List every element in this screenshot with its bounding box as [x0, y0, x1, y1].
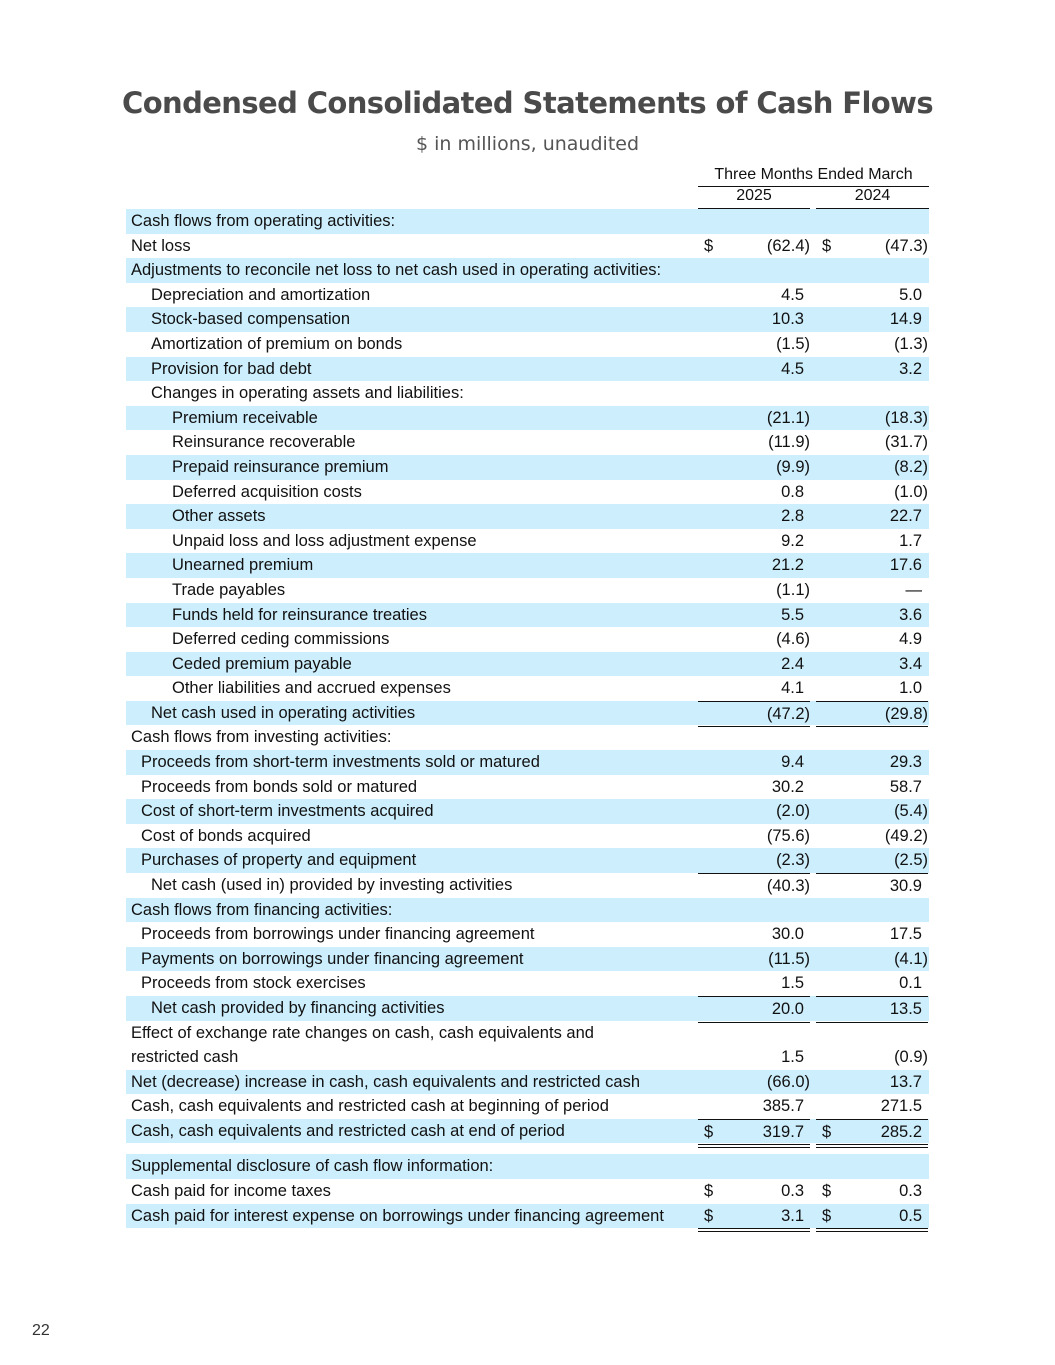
table-row — [126, 848, 929, 873]
value-2025: (9.9) — [776, 457, 810, 476]
value-2025: (2.3) — [776, 851, 810, 870]
table-row — [126, 1070, 929, 1095]
table-row — [126, 750, 929, 775]
value-2025: (11.9) — [768, 433, 810, 452]
currency-symbol: $ — [704, 1181, 714, 1200]
row-label: Proceeds from bonds sold or matured — [141, 777, 418, 796]
value-2025: 9.4 — [781, 753, 804, 772]
row-label-line-2: restricted cash — [131, 1048, 239, 1067]
subtotal-row — [126, 873, 929, 898]
table-row — [126, 553, 929, 578]
table-row — [126, 971, 929, 996]
subsection-heading — [126, 381, 929, 406]
table-row — [126, 430, 929, 455]
value-2025: (1.1) — [776, 580, 810, 599]
value-2025: (1.5) — [776, 334, 810, 353]
table-row — [126, 627, 929, 652]
value-2024: (1.0) — [894, 482, 928, 501]
value-2025: (40.3) — [766, 877, 810, 896]
row-label: Net (decrease) increase in cash, cash equivalents and restricted cash — [131, 1072, 641, 1091]
total-row — [126, 1119, 929, 1144]
value-2025: 30.0 — [771, 925, 804, 944]
value-2024: 13.5 — [889, 1000, 922, 1018]
value-2025: 1.5 — [781, 974, 804, 993]
value-2025: 20.0 — [771, 1000, 804, 1018]
value-2024: 14.9 — [889, 310, 922, 329]
subtotal-row — [126, 701, 929, 726]
table-row — [126, 1094, 929, 1119]
currency-symbol: $ — [704, 1206, 714, 1225]
value-2025: 385.7 — [762, 1097, 804, 1116]
table-row — [126, 947, 929, 972]
value-2025: 2.4 — [781, 654, 804, 673]
value-2025: (75.6) — [766, 826, 810, 845]
value-2025: 319.7 — [762, 1122, 804, 1141]
table-row — [126, 234, 929, 259]
value-2025: (21.1) — [766, 408, 810, 427]
currency-symbol: $ — [822, 236, 832, 255]
value-2024: (29.8) — [884, 704, 928, 723]
row-label: Provision for bad debt — [151, 359, 312, 378]
table-row — [126, 1021, 929, 1070]
row-label: Adjustments to reconcile net loss to net cash used in operating activities: — [131, 261, 662, 280]
row-label: Cash paid for interest expense on borrowings under financing agreement — [131, 1206, 664, 1225]
value-2024: 3.6 — [899, 605, 922, 624]
table-row — [126, 676, 929, 701]
value-2025: (62.4) — [766, 236, 810, 255]
table-row — [126, 480, 929, 505]
currency-symbol: $ — [704, 236, 714, 255]
row-label: Cash, cash equivalents and restricted cash at end of period — [131, 1121, 565, 1140]
value-2025: 4.5 — [781, 359, 804, 378]
value-2024: 17.6 — [889, 556, 922, 575]
column-header-period: Three Months Ended March — [698, 166, 929, 187]
value-2024: 3.2 — [899, 359, 922, 378]
row-label: Reinsurance recoverable — [172, 433, 356, 452]
table-row — [126, 529, 929, 554]
row-label: Proceeds from borrowings under financing agreement — [141, 925, 535, 944]
value-2025: 3.1 — [781, 1206, 804, 1225]
row-label: Other assets — [172, 507, 266, 526]
value-2024: 271.5 — [880, 1097, 922, 1116]
value-2024: 3.4 — [899, 654, 922, 673]
value-2025: 4.5 — [781, 285, 804, 304]
value-2024: 13.7 — [889, 1072, 922, 1091]
value-2024: 4.9 — [899, 630, 922, 649]
value-2024: 1.0 — [899, 679, 922, 698]
value-2024: (2.5) — [894, 851, 928, 870]
row-label: Changes in operating assets and liabilities: — [151, 384, 464, 403]
table-row — [126, 455, 929, 480]
row-label: Other liabilities and accrued expenses — [172, 679, 451, 698]
value-2025: 0.3 — [781, 1181, 804, 1200]
table-row — [126, 775, 929, 800]
value-2025: (66.0) — [766, 1072, 810, 1091]
value-2024: 285.2 — [880, 1122, 922, 1141]
row-label: Purchases of property and equipment — [141, 851, 417, 870]
row-label: Proceeds from short-term investments sold or matured — [141, 753, 540, 772]
value-2024: (31.7) — [884, 433, 928, 452]
value-2024: 22.7 — [889, 507, 922, 526]
row-label: Net cash used in operating activities — [151, 703, 416, 722]
row-label: Funds held for reinsurance treaties — [172, 605, 427, 624]
value-2024: 0.5 — [899, 1206, 922, 1225]
value-2025: 0.8 — [781, 482, 804, 501]
row-label: Cash flows from investing activities: — [131, 728, 392, 747]
row-label: Prepaid reinsurance premium — [172, 457, 389, 476]
currency-symbol: $ — [822, 1181, 832, 1200]
row-label: Depreciation and amortization — [151, 285, 371, 304]
value-2024: 29.3 — [889, 753, 922, 772]
value-2025: 21.2 — [771, 556, 804, 575]
table-row — [126, 504, 929, 529]
subtotal-row — [126, 996, 929, 1021]
table-row — [126, 1204, 929, 1229]
table-row — [126, 332, 929, 357]
row-label: Supplemental disclosure of cash flow information: — [131, 1157, 494, 1176]
value-2025: 30.2 — [771, 777, 804, 796]
section-heading — [126, 898, 929, 923]
row-label: Deferred ceding commissions — [172, 630, 390, 649]
value-2024: (0.9) — [894, 1048, 928, 1067]
page-subtitle: $ in millions, unaudited — [415, 133, 640, 155]
row-label: Cash, cash equivalents and restricted cash at beginning of period — [131, 1097, 609, 1116]
value-2024: 17.5 — [889, 925, 922, 944]
value-2024: 30.9 — [889, 877, 922, 896]
row-label: Amortization of premium on bonds — [151, 334, 403, 353]
value-2024: (4.1) — [894, 949, 928, 968]
page-title: Condensed Consolidated Statements of Cash Flows — [122, 86, 933, 120]
currency-symbol: $ — [704, 1122, 714, 1141]
row-label: Cash flows from operating activities: — [131, 212, 396, 230]
page-number: 22 — [32, 1322, 50, 1339]
value-2024: (8.2) — [894, 457, 928, 476]
row-label: Cash paid for income taxes — [131, 1181, 331, 1200]
value-2025: 5.5 — [781, 605, 804, 624]
value-2024: (47.3) — [884, 236, 928, 255]
value-2024: — — [905, 580, 922, 599]
value-2025: 1.5 — [781, 1048, 804, 1067]
value-2024: 1.7 — [899, 531, 922, 550]
row-label: Cash flows from financing activities: — [131, 900, 393, 919]
value-2025: (2.0) — [776, 802, 810, 821]
value-2024: 0.1 — [899, 974, 922, 993]
value-2024: (5.4) — [894, 802, 928, 821]
table-row — [126, 922, 929, 947]
spacer — [126, 1143, 929, 1154]
row-label: Ceded premium payable — [172, 654, 352, 673]
value-2025: 10.3 — [771, 310, 804, 329]
value-2025: 9.2 — [781, 531, 804, 550]
table-row — [126, 1179, 929, 1204]
section-heading — [126, 209, 929, 234]
table-row — [126, 283, 929, 308]
row-label: Deferred acquisition costs — [172, 482, 362, 501]
table-row — [126, 578, 929, 603]
table-row — [126, 824, 929, 849]
row-label-line-1: Effect of exchange rate changes on cash, cash equivalents and — [131, 1023, 594, 1042]
row-label: Stock-based compensation — [151, 310, 351, 329]
table-row — [126, 603, 929, 628]
row-label: Proceeds from stock exercises — [141, 974, 366, 993]
value-2025: (11.5) — [768, 949, 810, 968]
table-row — [126, 357, 929, 382]
value-2024: (18.3) — [884, 408, 928, 427]
value-2024: (1.3) — [894, 334, 928, 353]
table-row — [126, 652, 929, 677]
value-2025: 2.8 — [781, 507, 804, 526]
row-label: Cost of short-term investments acquired — [141, 802, 434, 821]
value-2025: (47.2) — [766, 704, 810, 723]
row-label: Net cash provided by financing activities — [151, 999, 445, 1017]
column-header-2024: 2024 — [816, 187, 929, 209]
value-2024: 58.7 — [889, 777, 922, 796]
currency-symbol: $ — [822, 1206, 832, 1225]
row-label: Trade payables — [172, 580, 286, 599]
row-label: Net cash (used in) provided by investing activities — [151, 876, 513, 895]
value-2025: (4.6) — [776, 630, 810, 649]
value-2025: 4.1 — [781, 679, 804, 698]
value-2024: 0.3 — [899, 1181, 922, 1200]
row-label: Net loss — [131, 236, 191, 255]
row-label: Premium receivable — [172, 408, 318, 427]
cash-flow-table — [126, 209, 929, 1228]
row-label — [131, 1021, 594, 1070]
table-row — [126, 307, 929, 332]
table-row — [126, 406, 929, 431]
column-header-2025: 2025 — [698, 187, 810, 209]
value-2024: 5.0 — [899, 285, 922, 304]
table-row — [126, 799, 929, 824]
value-2024: (49.2) — [884, 826, 928, 845]
section-heading — [126, 725, 929, 750]
row-label: Payments on borrowings under financing agreement — [141, 949, 524, 968]
currency-symbol: $ — [822, 1122, 832, 1141]
section-heading — [126, 1154, 929, 1179]
row-label: Cost of bonds acquired — [141, 826, 311, 845]
section-heading — [126, 258, 929, 283]
row-label: Unearned premium — [172, 556, 314, 575]
row-label: Unpaid loss and loss adjustment expense — [172, 531, 477, 550]
